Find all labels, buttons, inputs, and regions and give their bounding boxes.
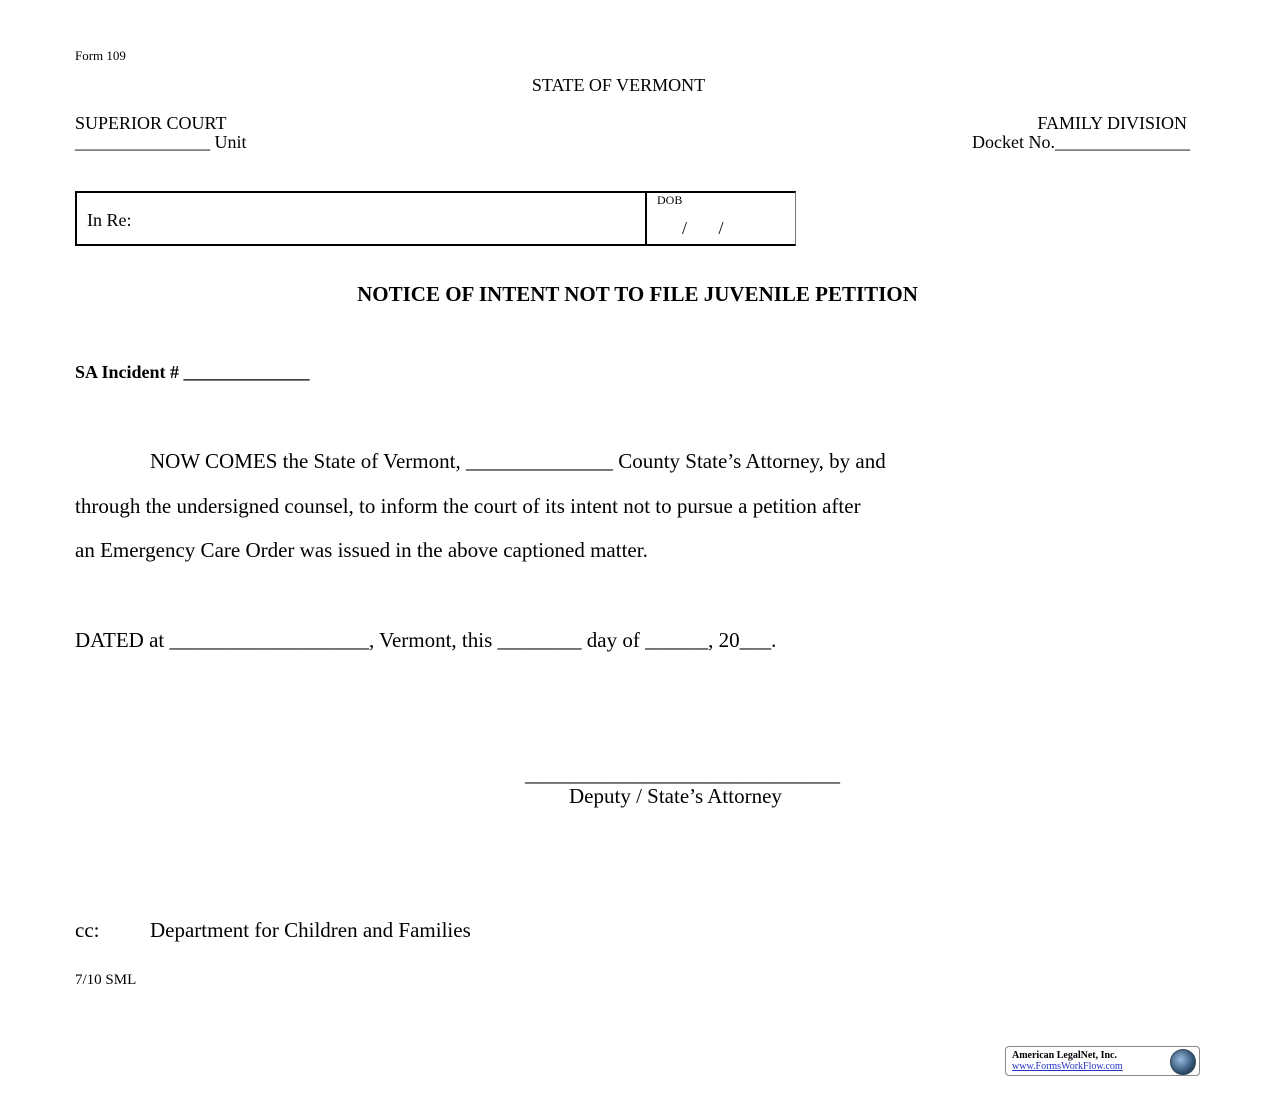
signature-label: Deputy / State’s Attorney (569, 784, 782, 808)
body-line-3: an Emergency Care Order was issued in the above captioned matter. (75, 538, 648, 562)
cc-recipient: Department for Children and Families (150, 918, 471, 942)
state-heading: STATE OF VERMONT (531, 75, 706, 95)
in-re-label: In Re: (87, 210, 132, 230)
dated-line: DATED at ___________________, Vermont, this ________ day of ______, 20___. (75, 628, 777, 652)
form-number: Form 109 (75, 48, 126, 63)
revision-code: 7/10 SML (75, 972, 137, 988)
cc-label: cc: (75, 918, 100, 942)
dob-label: DOB (657, 193, 683, 207)
globe-icon (1170, 1049, 1196, 1075)
division-name: FAMILY DIVISION (1037, 113, 1187, 133)
body-line-2: through the undersigned counsel, to inform the court of its intent not to pursue a petition after (75, 494, 861, 518)
document-title: NOTICE OF INTENT NOT TO FILE JUVENILE PETITION (357, 282, 918, 306)
logo-link[interactable]: www.FormsWorkFlow.com (1012, 1061, 1123, 1072)
publisher-logo (1005, 1046, 1200, 1076)
docket-field: Docket No._______________ (972, 132, 1190, 152)
caption-divider (645, 193, 647, 244)
unit-field: _______________ Unit (75, 132, 247, 152)
dob-value: / / (682, 218, 724, 238)
body-line-1: NOW COMES the State of Vermont, ______________ County State’s Attorney, by and (150, 449, 886, 473)
logo-company: American LegalNet, Inc. (1012, 1050, 1117, 1061)
court-name: SUPERIOR COURT (75, 113, 227, 133)
caption-box (75, 191, 796, 246)
sa-incident-field: SA Incident # ______________ (75, 362, 310, 382)
signature-line: ______________________________ (525, 762, 840, 786)
